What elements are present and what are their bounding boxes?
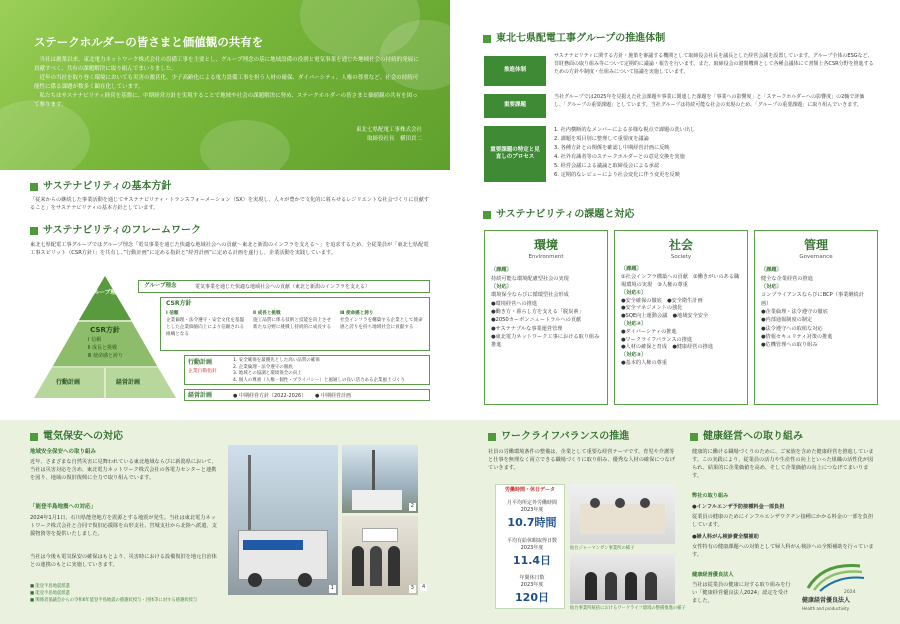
truck-photo (228, 445, 338, 595)
box-label: 行動計画 (188, 359, 213, 366)
process-step: 5. 経営会議による議論と取締役会による承認 (554, 163, 660, 170)
stat-sub: 2023年度 (520, 545, 544, 552)
tag-issues: 重要課題 (484, 94, 546, 118)
panel-body (615, 262, 747, 371)
panel-line: ●安全マネジメントの強化 (621, 305, 683, 312)
field-work-photo (342, 445, 418, 513)
action-item: 4. 個人の尊重（人権・個性・プライバシー）と風通しの良い活力ある企業風土づくり (233, 377, 405, 383)
wlb-photo-2 (570, 554, 675, 604)
photo-number: 3 (410, 585, 414, 592)
csr-policy-box (160, 297, 430, 351)
action-item: 2. 企業倫理・法令遵守の徹底 (233, 364, 293, 370)
photo-number: 2 (410, 503, 414, 510)
csr-col-text: 社会インフラを構築する企業として使命感と誇りを持ち地域社会に貢献する (340, 317, 423, 330)
stat-sub: 2023年度 (520, 582, 544, 589)
square-icon (30, 227, 38, 235)
pyramid-mid-items (88, 336, 123, 360)
company-name: 東北七県配電工事株式会社 (355, 127, 422, 133)
cancer-screening-text: 女性特有の健康課題への対策として婦人科がん検診への全額補助を行っています。 (692, 544, 874, 559)
panel-line: ●人材の確保と育成 ●健康経営の推進 (621, 344, 714, 351)
csr-col (166, 311, 248, 339)
mid-item: Ⅲ 使命感と誇り (88, 353, 124, 359)
panel-line: 〔課題〕 (491, 267, 512, 274)
wlb-text: 社員の労働環境条件の整備は、企業として重要な経営テーマです。育児や介護等と仕事を無理なく両立できる職場づくりに取り組み、優秀な人材の確保につなげていきます。 (488, 449, 675, 472)
panel-title: 管理 (803, 238, 828, 252)
box-sublabel: 企業行動指針 (188, 369, 217, 374)
photo-number-4: 4 (422, 584, 426, 590)
panel-body (485, 262, 607, 353)
square-icon (483, 211, 491, 219)
csr-col (253, 311, 335, 332)
issues-heading (483, 208, 634, 223)
issues-text: 当社グループでは2025年を見据えた社会課題や事業に関連した課題を「事業への影響度」と「ステークホルダーへの影響度」の2軸で評価し、「グループの重要課題」としています。当社グループは持続可能な社会の実現のため、「グループの重要課題」に取り組んでいきます。 (554, 94, 865, 108)
society-panel (614, 230, 748, 405)
panel-subtitle: Governance (799, 254, 833, 261)
flu-vaccine-text: 従業員の健康のためにインフルエンザワクチン接種にかかる料金の一部を負担しています。 (692, 514, 874, 529)
tag-structure: 推進体制 (484, 56, 546, 86)
wlb-photo-1 (570, 484, 675, 544)
panel-line: 〔対応〕 (491, 283, 512, 290)
heading-text: 電気保安への対応 (43, 431, 123, 442)
panel-line: ●働き方・暮らし方を支える「脱炭素」 (491, 308, 584, 315)
csr-col-title: Ⅲ 使命感と誇り (340, 311, 374, 316)
box-label: グループ理念 (144, 283, 177, 289)
action-item: 3. 地域との協調と環境保全の向上 (233, 371, 302, 377)
csr-col-text: 施工品質に係る技術と技能を向上させ新たな分野に挑戦し持続的に成長する (253, 317, 332, 330)
panel-line: ●2050カーボンニュートラルへの貢献 (491, 317, 582, 324)
stats-title: 労働時間・休日データ (504, 487, 555, 493)
certification-heading: 健康経営優良法人 (692, 572, 734, 578)
panel-body (755, 262, 877, 353)
square-icon (30, 183, 38, 191)
panel-subtitle: Society (670, 254, 692, 261)
stat-value: 11.4日 (512, 553, 552, 567)
stat-label: 年間休日数 (519, 575, 545, 581)
environment-panel (484, 230, 608, 405)
photo-caption: ■ 関係者協議会からの令和6年能登半島地震の感謝状授与・団体等に対する感謝状授与 (30, 597, 198, 603)
process-step: 2. 課題を項目別に整理して重要度を議論 (554, 136, 649, 143)
panel-line: ●サステナブルな事業運営管理 (491, 325, 563, 332)
photo-caption: ■ 能登半島地震派遣 (30, 584, 70, 589)
panel-line: ①社会インフラ構築への貢献 ②働きがいのある職場環境の実現 ③人権の尊重 (621, 274, 740, 288)
basic-policy-heading (30, 180, 171, 195)
logo-subtitle: Health and productivity (802, 606, 850, 611)
ceremony-photo (342, 516, 418, 595)
heading-text: サステナビリティの基本方針 (43, 181, 172, 192)
panel-line: 〔対応〕 (761, 283, 782, 290)
mgmt-item: ● 中期経営方針（2022-2026） (233, 392, 307, 399)
panel-line: ●ダイバーシティの推進 (621, 328, 677, 335)
structure-text: サステナビリティに関する方針・施策を審議する機関として取締役会社長を議長とした経営会議を設置しています。グループ全体のESGなど、非財務面の取り組み等について定期的に議論・報告を行います。また、取締役会の諮問機関として各種会議体にて書類上各CSR分野を推進するための方針や制度・仕組みについて協議を実施しています。 (554, 53, 874, 75)
pyramid-action-label: 行動計画 (56, 379, 81, 386)
panel-line: ●情報セキュリティ対策の推進 (761, 333, 833, 340)
framework-heading (30, 224, 201, 239)
management-plan-box (184, 389, 430, 401)
panel-line: 健全な企業経営の推進 (761, 275, 813, 282)
hero-signature (356, 126, 422, 145)
framework-text: 東北七県配電工事グループではグループ理念「電気事業を通じた快適な地域社会への貢献～東北と新潟のインフラを支える～」を追求するため、全従業員が「東北七県配電工事スピリット（CSR方針）」を共有し、”行動計画”に定める指針と”経営計画”に定める計画を遂行し、企業活動を実践しています。 (30, 242, 429, 257)
stat-paid-leave (500, 538, 564, 568)
box-label: 経営計画 (188, 392, 213, 399)
panel-line: ●SQE向上運動会議 ●地域安全安全 (621, 313, 709, 320)
cancer-screening-heading: ●婦人科がん検診費全額補助 (692, 534, 759, 540)
hero-paragraph: 近年の当社を取り巻く環境においても災害の激甚化、少子高齢化による電力設備工事を担う人材の確保、ダイバーシティ、人権の尊重など、社会の持続可能性に係る課題が数多く顕在化しています。 (34, 75, 419, 90)
hero-paragraph: 当社は創業以来、東北電力ネットワーク株式会社の設備工事を主要とし、グループ理念の基に地域設備の役割と電気事業を通じた地域社会の持続的発展に貢献すべく、共有の課題解決に取り組んでまいりました。 (34, 57, 419, 72)
stat-label: 月平均所定外労働時間 (506, 500, 557, 506)
panel-line: 〔課題〕 (621, 266, 642, 273)
pyramid-mid-label: CSR方針 (90, 326, 120, 334)
stat-sub: 2023年度 (520, 507, 544, 514)
mid-item: Ⅰ 信頼 (88, 337, 102, 343)
stat-value: 10.7時間 (507, 515, 557, 529)
panel-line: 〔対応②〕 (621, 320, 647, 327)
panel-line: ●内部通報制度の制定 (761, 317, 813, 324)
mid-item: Ⅱ 成長と挑戦 (88, 345, 118, 351)
panel-subtitle: Environment (528, 254, 564, 261)
panel-title: 社会 (668, 238, 693, 252)
panel-line: ●環境経営への推進 (491, 300, 538, 307)
flu-vaccine-heading: ●インフルエンザ予防接種料金一部負担 (692, 504, 785, 510)
heading-text: サステナビリティのフレームワーク (43, 225, 201, 236)
photo-caption: ■ 能登半島地震派遣 (30, 590, 70, 596)
panel-line: ●基本的人権の尊重 (621, 359, 668, 366)
noto-subheading: 「能登半島地震への対応」 (30, 504, 97, 510)
hero-banner (0, 0, 450, 170)
hero-title: ステークホルダーの皆さまと価値観の共有を (34, 35, 264, 49)
health-certification-logo (800, 560, 870, 616)
square-icon (488, 433, 496, 441)
pyramid-mgmt-label: 経営計画 (116, 379, 141, 386)
basic-policy-text: 「従来からの継続した事業活動を通じてサステナビリティ・トランスフォーメーション（SX）を実現し、人々が豊かで文化的に暮らせるレジリエントな社会づくりに貢献すること」をサステナビリティの基本方針としています。 (30, 197, 429, 212)
health-text: 健康的に働ける職場づくりのために、ご家族を含めた健康経営を推進しています。この実践により、従業員の活力や生産性の向上といった組織の活性化が図られ、結果的に企業価値を高め、そして企業価値の向上につなげてまいります。 (692, 449, 874, 480)
process-step: 1. 社内横断的なメンバーによる多様な視点で課題の洗い出し (554, 127, 696, 133)
tag-process: 重要課題の特定と見直しのプロセス (484, 126, 546, 182)
panel-line: 〔課題〕 (761, 267, 782, 274)
stat-overtime (500, 500, 564, 530)
panel-line: 持続可能な環境配慮型社会の実現 (491, 275, 569, 282)
logo-year: 2024 (844, 590, 856, 595)
health-heading (690, 430, 803, 445)
panel-title: 環境 (533, 238, 558, 252)
wave-logo-icon (800, 560, 870, 592)
process-step: 6. 定期的なレビューにより社会変化に伴う変更を反映 (554, 172, 680, 179)
heading-text: サステナビリティの課題と対応 (496, 209, 635, 220)
process-steps (554, 126, 874, 181)
action-plan-box (184, 355, 430, 385)
square-icon (690, 433, 698, 441)
panel-line: ●ワークライフバランスの推進 (621, 336, 693, 343)
csr-col-title: Ⅱ 成長と挑戦 (253, 311, 281, 316)
box-text: 電気事業を通じた快適な地域社会への貢献（東北と新潟のインフラを支える） (195, 283, 371, 290)
panel-line: コンプライアンスならびにBCP（事業継続計画） (761, 292, 864, 307)
square-icon (30, 433, 38, 441)
square-icon (483, 35, 491, 43)
stat-value: 120日 (515, 590, 549, 604)
panel-line: ●東北電力ネットワーク工事における取り組み推進 (491, 333, 600, 349)
action-items (233, 358, 428, 384)
photo-captions (30, 584, 220, 605)
panel-line: ●企業倫理・法令遵守の徹底 (761, 308, 828, 315)
process-step: 4. 社外有識者等のステークホルダーとの意見交換を実施 (554, 154, 685, 161)
noto-text: 2024年1月1日、石川県能登地方を震源とする地震が発生。当社は東北電力ネットワーク株式会社と合同で復旧応援隊を山形支社、宮城支社から北陸へ派遣、支援物資等を提供いたしました。 (30, 515, 217, 538)
governance-panel (754, 230, 878, 405)
box-label: CSR方針 (166, 300, 192, 307)
hero-paragraph: 私たちはサステナビリティ経営を基盤に、中期経営方針を実現することで地域や社会の課題解決に努め、ステークホルダーの皆さまと価値観の共有を図って参ります。 (34, 93, 418, 108)
certification-text: 当社は従業員の健康に対する取り組みを行い「健康経営優良法人2024」認定を受けました。 (692, 582, 791, 605)
action-item: 1. 安全確保を最優先とした高い品質の確保 (233, 358, 320, 363)
logo-title: 健康経営優良法人 (802, 597, 851, 604)
safety-subheading: 地域安全保安への取り組み (30, 449, 97, 455)
safety-heading (30, 430, 123, 445)
photo-number: 1 (330, 585, 334, 592)
csr-col-title: Ⅰ 信頼 (166, 311, 179, 316)
panel-line: 〔対応①〕 (621, 289, 647, 296)
panel-line: ●危機管理への取り組み (761, 342, 818, 349)
wlb-caption-1: 仙台ジャーマンガン事業所の様子 (570, 546, 635, 551)
health-subheading: 弊社の取り組み (692, 493, 729, 499)
safety-text: 近年、さまざまな自然災害に見舞われている東北地域ならびに新潟県において、当社は災害対応を含め、東北電力ネットワーク株式会社の各電力センターと連携を図り、地域の復旧復興に全力で取り組んでいます。 (30, 459, 217, 482)
wlb-caption-2: 仙台事業所統括におけるワークライフ環境の整備推進の様子 (570, 606, 686, 611)
mgmt-item: ● 中期経営計画 (315, 392, 351, 399)
promotion-heading (483, 32, 665, 47)
hero-message (34, 56, 419, 110)
panel-line: 〔対応③〕 (621, 352, 647, 359)
group-philosophy-box (138, 280, 430, 293)
heading-text: 健康経営への取り組み (703, 431, 803, 442)
process-step: 3. 各種方針との関係を確認し中期経営計画に反映 (554, 145, 670, 152)
panel-line: 環境保全ならびに循環型社会形成 (491, 292, 569, 299)
president-name: 取締役社長 横田貢二 (366, 136, 422, 143)
stat-holidays (500, 575, 564, 605)
panel-line: ●安全確保の徹底 ●安全衛生計画 (621, 297, 703, 304)
panel-line: ●法令遵守への取組な対応 (761, 325, 823, 332)
csr-col (340, 311, 425, 332)
wlb-heading (488, 430, 629, 445)
heading-text: 東北七県配電工事グループの推進体制 (496, 33, 666, 44)
stat-label: 平均有給休暇取得日数 (506, 538, 557, 544)
pyramid-top-label: グループ理念 (88, 290, 122, 296)
safety-closing-text: 当社は今後も電気保安の確保はもとより、災害時における設備復旧を地元自治体との連携のもとに実施していきます。 (30, 554, 217, 569)
csr-col-text: 企業倫理・法令遵守・安全文化を基盤とした企業価値向上により信頼される組織となる (166, 317, 245, 337)
heading-text: ワークライフバランスの推進 (501, 431, 630, 442)
